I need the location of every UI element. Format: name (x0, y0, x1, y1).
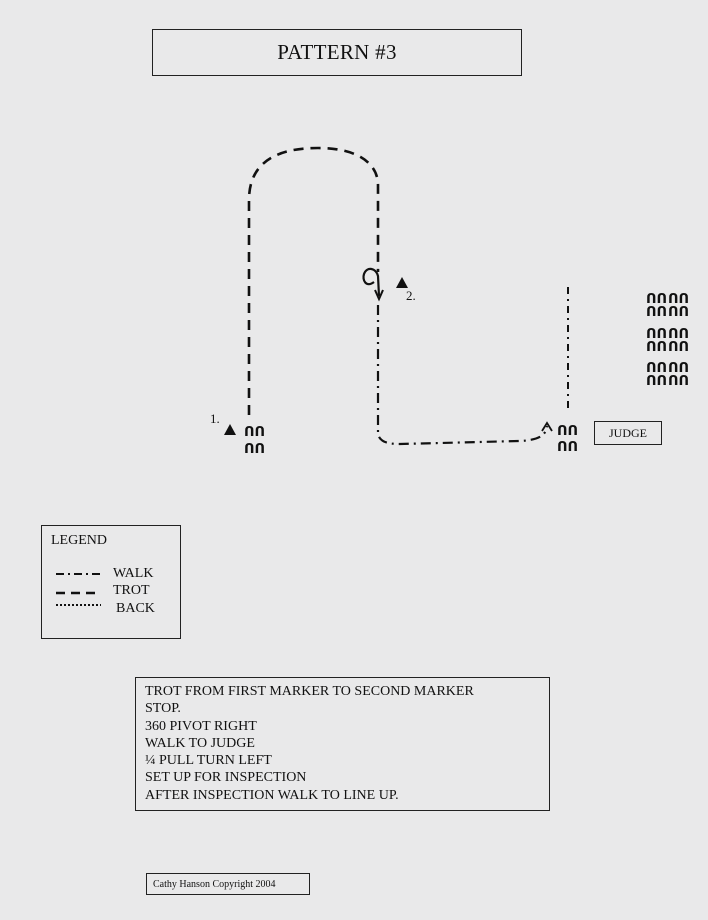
instruction-line: AFTER INSPECTION WALK TO LINE UP. (145, 787, 399, 803)
svg-text:ᑎᑎ: ᑎᑎ (668, 340, 690, 355)
svg-text:ᑎᑎ: ᑎᑎ (668, 305, 690, 320)
svg-text:ᑎᑎ: ᑎᑎ (646, 361, 668, 376)
horse-icon: ᑎᑎ (557, 440, 579, 455)
svg-text:ᑎᑎ: ᑎᑎ (646, 374, 668, 389)
instructions-box (135, 677, 550, 811)
line-up-horses (646, 292, 689, 389)
svg-text:ᑎᑎ: ᑎᑎ (646, 305, 668, 320)
pattern-title-text: PATTERN #3 (277, 40, 397, 64)
svg-text:ᑎᑎ: ᑎᑎ (646, 292, 668, 307)
horse-icon: ᑎᑎ (557, 424, 579, 439)
instruction-line: SET UP FOR INSPECTION (145, 770, 307, 786)
svg-text:ᑎᑎ: ᑎᑎ (646, 340, 668, 355)
legend (41, 525, 181, 639)
copyright-box (146, 873, 310, 895)
walk-path (378, 305, 547, 444)
marker-1-label: 1. (210, 411, 220, 426)
judge-box (594, 421, 662, 445)
svg-text:ᑎᑎ: ᑎᑎ (646, 327, 668, 342)
instruction-line: STOP. (145, 701, 181, 717)
svg-text:ᑎᑎ: ᑎᑎ (668, 361, 690, 376)
instruction-line: WALK TO JUDGE (145, 735, 255, 751)
instruction-line: TROT FROM FIRST MARKER TO SECOND MARKER (145, 684, 474, 699)
marker-2-label: 2. (406, 288, 416, 303)
legend-title: LEGEND (51, 533, 107, 548)
instruction-line: 360 PIVOT RIGHT (145, 718, 257, 734)
svg-text:ᑎᑎ: ᑎᑎ (668, 374, 690, 389)
horse-icon: ᑎᑎ (244, 442, 266, 457)
judge-label: JUDGE (609, 425, 647, 440)
cone-2-icon (396, 277, 408, 288)
svg-text:ᑎᑎ: ᑎᑎ (668, 327, 690, 342)
cone-1-icon (224, 424, 236, 435)
copyright-text: Cathy Hanson Copyright 2004 (153, 878, 276, 890)
legend-trot-label: TROT (113, 583, 150, 598)
legend-back-label: BACK (116, 601, 155, 616)
trot-path (249, 148, 378, 415)
horse-icon: ᑎᑎ (244, 425, 266, 440)
svg-text:ᑎᑎ: ᑎᑎ (668, 292, 690, 307)
instruction-line: ¼ PULL TURN LEFT (145, 753, 272, 769)
legend-walk-label: WALK (113, 566, 154, 581)
instructions-list (136, 678, 549, 804)
